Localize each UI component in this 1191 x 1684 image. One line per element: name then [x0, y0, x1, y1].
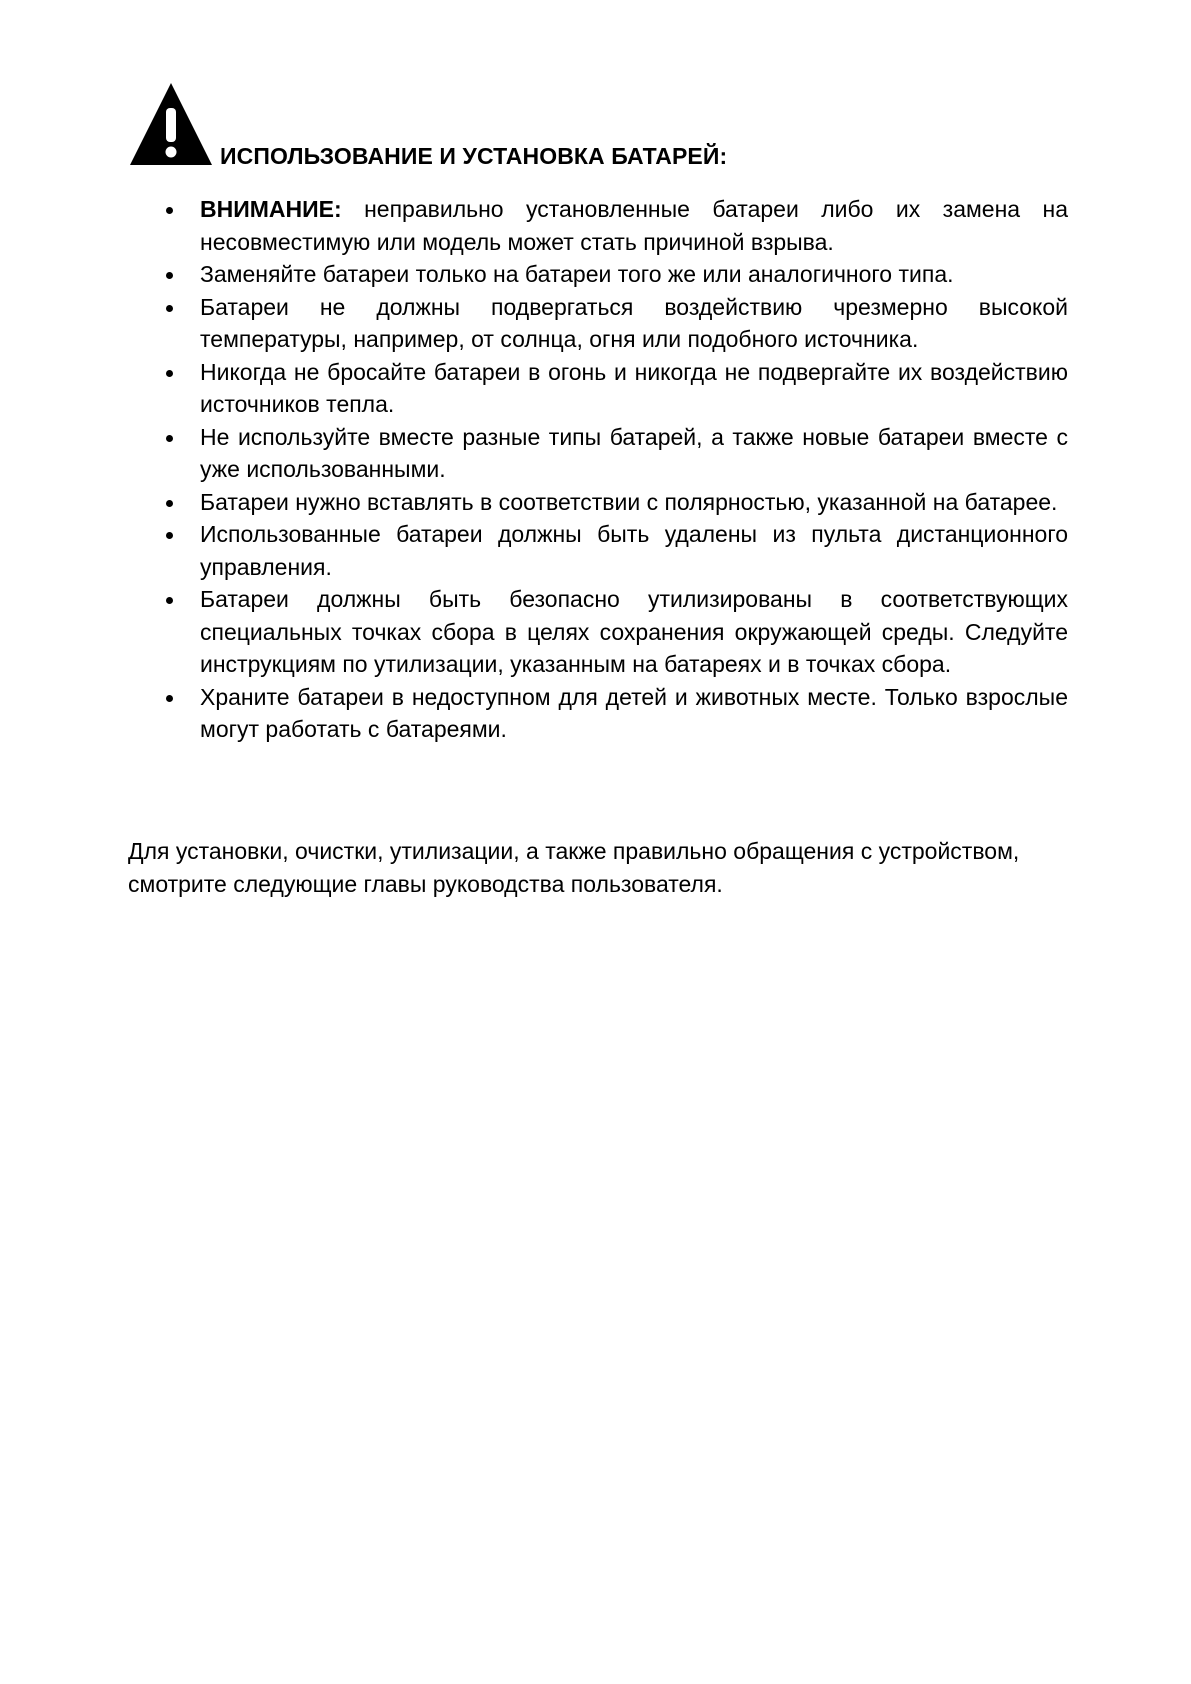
bullet	[166, 305, 173, 312]
list-item-text: Не используйте вместе разные типы батарей, а также новые батареи вместе с уже использованными.	[200, 423, 1068, 482]
list-item	[160, 291, 1068, 356]
list-item	[160, 421, 1068, 486]
warning-triangle-icon	[129, 82, 213, 166]
list-item	[160, 193, 1068, 258]
bullet	[166, 597, 173, 604]
list-item	[160, 681, 1068, 746]
bullet	[166, 207, 173, 214]
bullet	[166, 500, 173, 507]
list-item	[160, 518, 1068, 583]
list-item-text: Батареи нужно вставлять в соответствии с полярностью, указанной на батарее.	[200, 488, 1058, 515]
list-item-text: Заменяйте батареи только на батареи того же или аналогичного типа.	[200, 261, 954, 287]
bullet	[166, 370, 173, 377]
bullet	[166, 435, 173, 442]
list-item-text: Батареи не должны подвергаться воздействию чрезмерно высокой температуры, например, от солнца, огня или подобного источника.	[200, 293, 1068, 352]
list-item	[160, 583, 1068, 681]
section-title: ИСПОЛЬЗОВАНИЕ И УСТАНОВКА БАТАРЕЙ:	[220, 143, 728, 169]
list-item	[160, 486, 1068, 519]
list-item	[160, 258, 1068, 291]
list-item-text: Никогда не бросайте батареи в огонь и никогда не подвергайте их воздействию источников тепла.	[200, 358, 1068, 417]
bullet	[166, 532, 173, 539]
bullet	[166, 695, 173, 702]
list-item-text: неправильно установленные батареи либо их замена на несовместимую или модель может стать причиной взрыва.	[200, 196, 1068, 255]
section-heading	[129, 82, 1089, 174]
closing-paragraph: Для установки, очистки, утилизации, а также правильно обращения с устройством, смотрите следующие главы руководства пользователя.	[128, 838, 1020, 897]
list-item	[160, 356, 1068, 421]
list-item-text: Храните батареи в недоступном для детей и животных месте. Только взрослые могут работать с батареями.	[200, 683, 1068, 742]
battery-rules-list	[160, 193, 1068, 746]
bullet	[166, 272, 173, 279]
list-item-text: Использованные батареи должны быть удалены из пульта дистанционного управления.	[200, 521, 1068, 580]
warning-label: ВНИМАНИЕ:	[200, 196, 342, 222]
list-item-text: Батареи должны быть безопасно утилизированы в соответствующих специальных точках сбора в целях сохранения окружающей среды. Следуйте инструкциям по утилизации, указанным на батареях и в точках сбора.	[200, 586, 1068, 677]
